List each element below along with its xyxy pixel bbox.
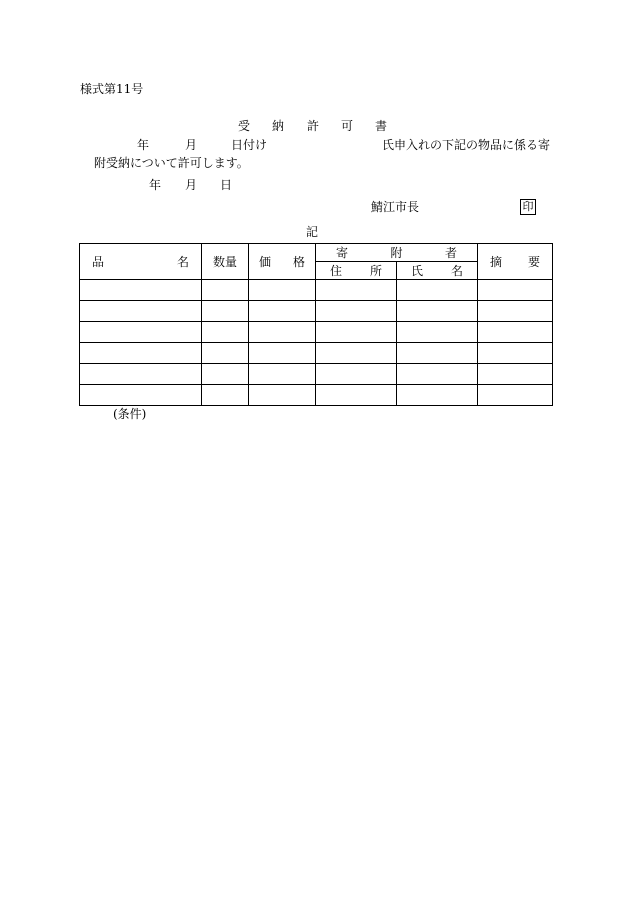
header-remarks — [478, 244, 553, 280]
table-cell — [80, 280, 202, 301]
table-cell — [80, 364, 202, 385]
table-cell — [249, 301, 316, 322]
table-cell — [397, 301, 478, 322]
header-text: 品 — [92, 255, 105, 269]
title-char: 受 — [238, 119, 251, 133]
table-cell — [202, 385, 249, 406]
table-row — [80, 280, 553, 301]
table-cell — [478, 364, 553, 385]
header-text: 住 — [330, 264, 343, 278]
conditions-label: (条件) — [113, 407, 147, 421]
table-cell — [478, 322, 553, 343]
header-text: 名 — [176, 255, 189, 269]
issue-day: 日 — [220, 178, 233, 192]
table-cell — [397, 343, 478, 364]
table-cell — [249, 322, 316, 343]
title-char: 可 — [341, 119, 354, 133]
header-donor-address — [316, 262, 397, 280]
table-cell — [249, 343, 316, 364]
table-cell — [202, 364, 249, 385]
header-text: 氏 — [411, 264, 424, 278]
header-text: 価 — [259, 255, 272, 269]
table-cell — [249, 364, 316, 385]
title-char: 書 — [375, 119, 388, 133]
table-cell — [397, 280, 478, 301]
table-cell — [316, 385, 397, 406]
table-body — [80, 280, 553, 406]
table-cell — [397, 364, 478, 385]
table-cell — [202, 301, 249, 322]
issue-year: 年 — [149, 178, 162, 192]
intro-suffix: 氏申入れの下記の物品に係る寄 — [382, 138, 551, 152]
table-cell — [478, 280, 553, 301]
intro-day-label: 日付け — [231, 138, 268, 152]
table-cell — [202, 343, 249, 364]
table-cell — [478, 343, 553, 364]
header-item-name — [80, 244, 202, 280]
intro-line-2: 附受納について許可します。 — [94, 156, 249, 170]
table-row — [80, 343, 553, 364]
table-cell — [80, 343, 202, 364]
table-cell — [316, 301, 397, 322]
header-text: 附 — [390, 246, 403, 260]
table-row — [80, 385, 553, 406]
table-cell — [202, 280, 249, 301]
header-text: 名 — [451, 264, 464, 278]
items-table — [79, 243, 553, 406]
title-char: 許 — [307, 119, 320, 133]
header-text: 寄 — [336, 246, 349, 260]
header-donor-name — [397, 262, 478, 280]
title-char: 納 — [272, 119, 285, 133]
table-cell — [397, 385, 478, 406]
table-row — [80, 301, 553, 322]
table-row — [80, 364, 553, 385]
header-text: 摘 — [490, 255, 503, 269]
issuer-name: 鯖江市長 — [371, 200, 420, 214]
table-cell — [316, 280, 397, 301]
table-row — [80, 322, 553, 343]
table-cell — [249, 280, 316, 301]
header-text: 者 — [445, 246, 458, 260]
table-cell — [478, 301, 553, 322]
table-cell — [80, 301, 202, 322]
header-text: 所 — [369, 264, 382, 278]
ki-label: 記 — [306, 225, 319, 239]
header-quantity: 数量 — [202, 244, 249, 280]
table-cell — [80, 322, 202, 343]
table-cell — [80, 385, 202, 406]
header-price — [249, 244, 316, 280]
table-cell — [397, 322, 478, 343]
form-number: 様式第11号 — [80, 82, 144, 96]
header-text: 要 — [528, 255, 541, 269]
table-cell — [316, 364, 397, 385]
header-text: 格 — [292, 255, 305, 269]
table-cell — [316, 343, 397, 364]
header-donor — [316, 244, 478, 262]
seal-mark: 印 — [520, 199, 536, 215]
table-cell — [478, 385, 553, 406]
table-cell — [202, 322, 249, 343]
issue-month: 月 — [185, 178, 198, 192]
table-cell — [316, 322, 397, 343]
table-cell — [249, 385, 316, 406]
intro-month: 月 — [185, 138, 198, 152]
intro-year: 年 — [137, 138, 150, 152]
